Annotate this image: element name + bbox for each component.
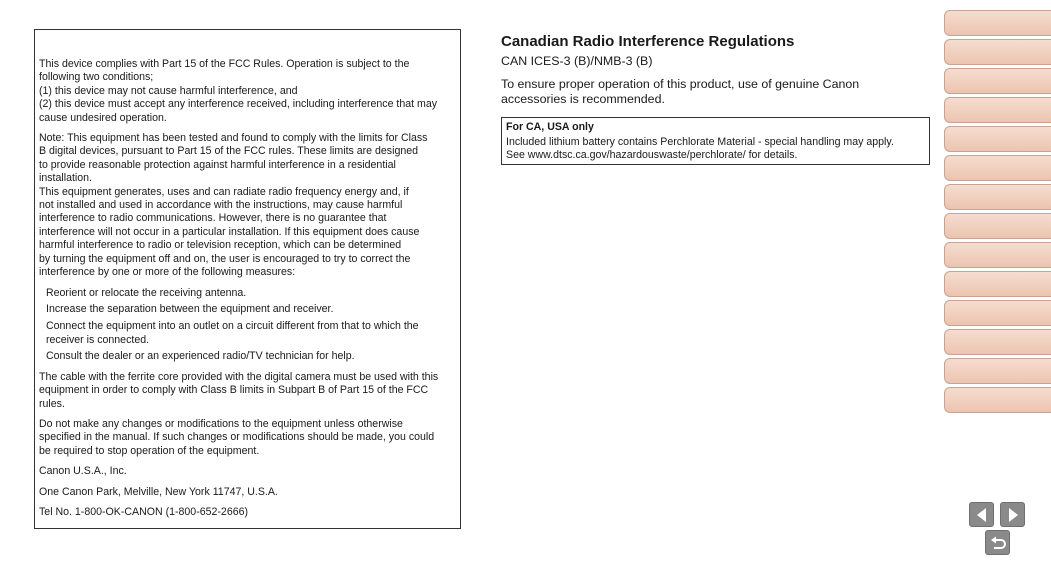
chapter-tab[interactable]	[944, 68, 1051, 94]
fcc-intro-line: This device complies with Part 15 of the FCC Rules. Operation is subject to the	[39, 58, 410, 70]
fcc-cable-line: equipment in order to comply with Class B limits in Subpart B of Part 15 of the FCC	[39, 384, 429, 397]
fcc-tel: Tel No. 1-800-OK-CANON (1-800-652-2666)	[39, 505, 249, 518]
fcc-measures-list	[39, 287, 456, 364]
fcc-cable-line: The cable with the ferrite core provided with the digital camera must be used with this	[39, 370, 439, 383]
fcc-note-line: Note: This equipment has been tested and found to comply with the limits for Class	[39, 132, 428, 145]
arrow-left-icon	[970, 503, 995, 528]
fcc-changes-paragraph	[39, 418, 456, 458]
fcc-measure-item: receiver is connected.	[46, 333, 150, 346]
chapter-tab[interactable]	[944, 387, 1051, 413]
fcc-note-line: interference to radio communications. However, there is no guarantee that	[39, 212, 387, 225]
fcc-intro-line: cause undesired operation.	[39, 111, 167, 124]
canada-section	[501, 33, 931, 107]
chapter-tab[interactable]	[944, 300, 1051, 326]
chapter-tab[interactable]	[944, 39, 1051, 65]
fcc-intro-line: (1) this device may not cause harmful interference, and	[39, 84, 298, 97]
fcc-note-line: interference will not occur in a particular installation. If this equipment does cause	[39, 225, 420, 238]
chapter-tab[interactable]	[944, 329, 1051, 355]
next-page-button[interactable]	[1000, 502, 1025, 527]
fcc-note-line: interference by one or more of the following measures:	[39, 266, 296, 279]
fcc-cable-line: rules.	[39, 397, 65, 410]
fcc-company: Canon U.S.A., Inc.	[39, 465, 127, 478]
fcc-cable-paragraph	[39, 371, 456, 411]
fcc-measure-item: Consult the dealer or an experienced radio/TV technician for help.	[46, 350, 355, 363]
ca-box-title: For CA, USA only	[506, 121, 594, 133]
chapter-tab[interactable]	[944, 213, 1051, 239]
ca-box-line: Included lithium battery contains Perchlorate Material - special handling may apply.	[506, 135, 894, 148]
chapter-tab[interactable]	[944, 126, 1051, 152]
fcc-changes-line: Do not make any changes or modifications to the equipment unless otherwise	[39, 417, 403, 430]
fcc-note-line: installation.	[39, 172, 92, 185]
fcc-note-line: This equipment generates, uses and can radiate radio frequency energy and, if	[39, 185, 409, 198]
fcc-measure-item: Connect the equipment into an outlet on a circuit different from that to which the	[46, 320, 419, 333]
fcc-statement-box	[34, 29, 461, 529]
canada-title: Canadian Radio Interference Regulations	[501, 33, 795, 50]
previous-page-button[interactable]	[969, 502, 994, 527]
fcc-intro	[39, 58, 456, 125]
fcc-measure-item: Reorient or relocate the receiving antenna.	[46, 286, 247, 299]
chapter-tab[interactable]	[944, 271, 1051, 297]
return-icon	[986, 531, 1011, 556]
fcc-note-line: by turning the equipment off and on, the user is encouraged to try to correct the	[39, 252, 411, 265]
fcc-note-line: B digital devices, pursuant to Part 15 of the FCC rules. These limits are designed	[39, 145, 419, 158]
fcc-changes-line: specified in the manual. If such changes or modifications should be made, you could	[39, 431, 435, 444]
canada-note-line: To ensure proper operation of this product, use of genuine Canon	[501, 77, 860, 91]
ca-box-line: See www.dtsc.ca.gov/hazardouswaste/perchlorate/ for details.	[506, 149, 798, 161]
chapter-tabs	[944, 10, 1051, 416]
fcc-note-line: to provide reasonable protection against harmful interference in a residential	[39, 158, 396, 171]
chapter-tab[interactable]	[944, 155, 1051, 181]
fcc-address: One Canon Park, Melville, New York 11747, U.S.A.	[39, 485, 278, 498]
return-button[interactable]	[985, 530, 1010, 555]
chapter-tab[interactable]	[944, 184, 1051, 210]
fcc-note-line: not installed and used in accordance with the instructions, may cause harmful	[39, 199, 403, 212]
chapter-tab[interactable]	[944, 242, 1051, 268]
canada-note	[501, 77, 931, 107]
fcc-intro-line: (2) this device must accept any interference received, including interference that may	[39, 98, 438, 111]
canada-note-line: accessories is recommended.	[501, 92, 665, 106]
canada-ices: CAN ICES-3 (B)/NMB-3 (B)	[501, 54, 653, 68]
fcc-note-line: harmful interference to radio or television reception, which can be determined	[39, 239, 402, 252]
fcc-note	[39, 132, 456, 279]
arrow-right-icon	[1001, 503, 1026, 528]
fcc-intro-line: following two conditions;	[39, 71, 154, 84]
chapter-tab[interactable]	[944, 358, 1051, 384]
chapter-tab[interactable]	[944, 10, 1051, 36]
ca-usa-box	[501, 117, 930, 165]
fcc-changes-line: be required to stop operation of the equipment.	[39, 444, 260, 457]
chapter-tab[interactable]	[944, 97, 1051, 123]
fcc-measure-item: Increase the separation between the equipment and receiver.	[46, 303, 334, 316]
